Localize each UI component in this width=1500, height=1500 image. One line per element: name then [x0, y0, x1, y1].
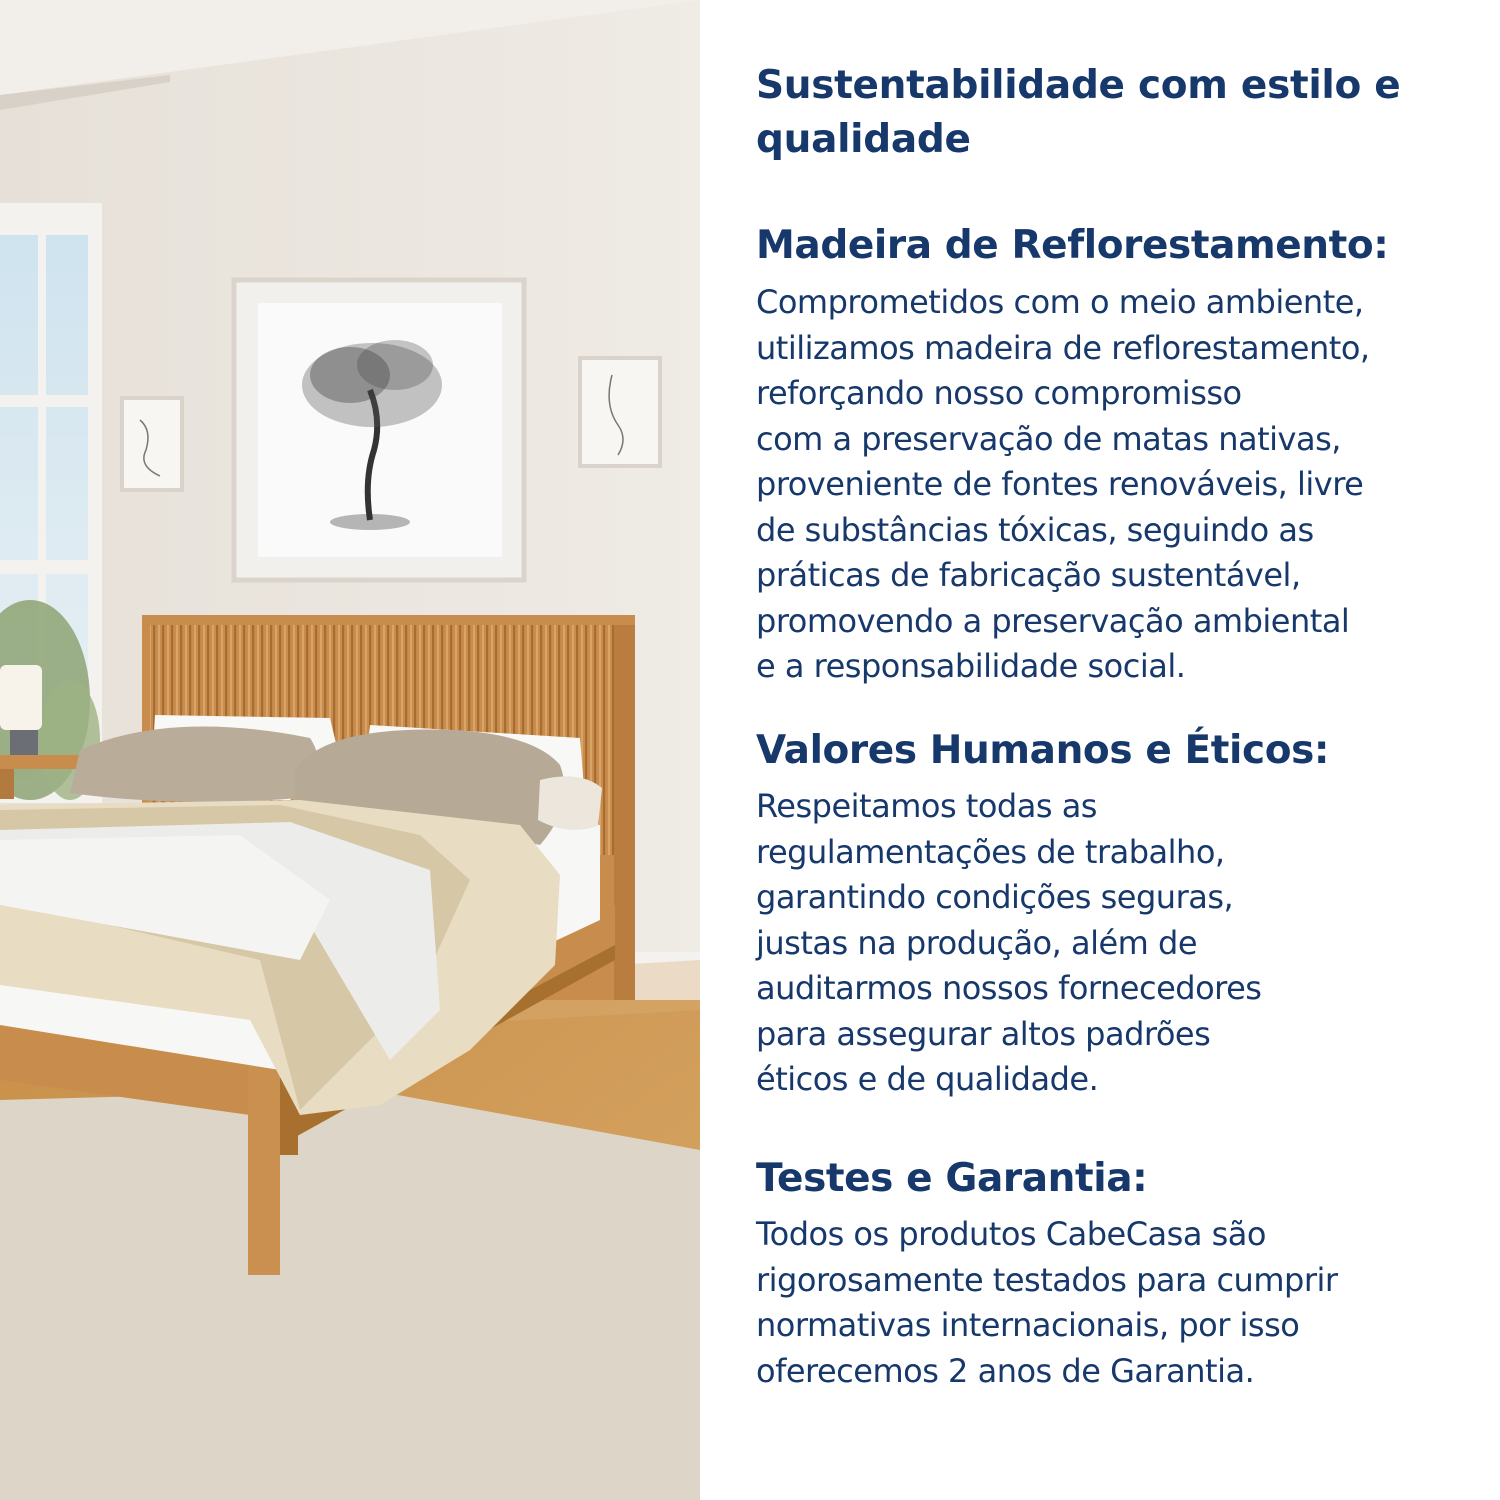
- section-heading-reforestation: Madeira de Reflorestamento:: [756, 223, 1389, 268]
- section-text-ethics: Respeitamos todas as regulamentações de trabalho, garantindo condições seguras, justas na produção, além de auditarmos nossos fornecedores para assegurar altos padrões éticos e de qualidade.: [756, 787, 1262, 1098]
- section-heading-warranty: Testes e Garantia:: [756, 1156, 1148, 1201]
- text-panel: [700, 0, 1500, 1500]
- section-text-warranty: Todos os produtos CabeCasa são rigorosamente testados para cumprir normativas internacionais, por isso oferecemos 2 anos de Garantia.: [756, 1215, 1338, 1390]
- bedroom-photo: [0, 0, 700, 1500]
- intro-title: Sustentabilidade com estilo e qualidade: [756, 63, 1401, 162]
- section-heading-ethics: Valores Humanos e Éticos:: [756, 728, 1330, 773]
- section-text-reforestation: Comprometidos com o meio ambiente, utilizamos madeira de reflorestamento, reforçando nosso compromisso com a preservação de matas nativas, proveniente de fontes renováveis, livre de substâncias tóxicas, seguindo as práticas de fabricação sustentável, promovendo a preservação ambiental e a responsabilidade social.: [756, 283, 1370, 685]
